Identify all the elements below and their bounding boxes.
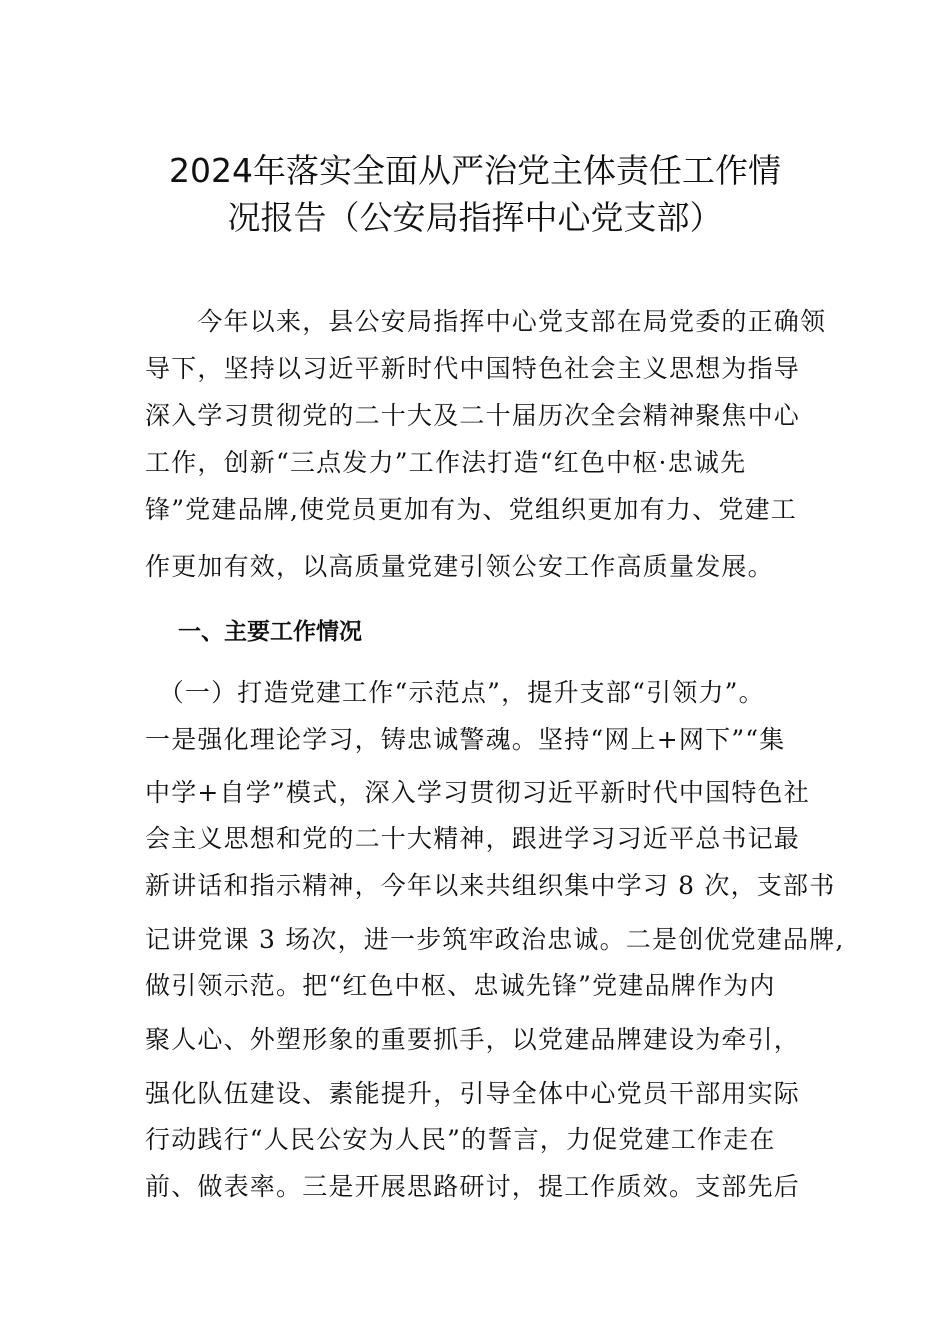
section-1-line-4: 会主义思想和党的二十大精神，跟进学习习近平总书记最	[145, 824, 801, 853]
section-1-line-5: 新讲话和指示精神，今年以来共组织集中学习 8 次，支部书	[145, 871, 836, 900]
section-1-line-8: 聚人心、外塑形象的重要抓手，以党建品牌建设为牵引，	[145, 1025, 801, 1054]
intro-line-6: 作更加有效，以高质量党建引领公安工作高质量发展。	[145, 552, 774, 581]
section-1-line-9: 强化队伍建设、素能提升，引导全体中心党员干部用实际	[145, 1079, 801, 1108]
section-1-line-6: 记讲党课 3 场次，进一步筑牢政治忠诚。二是创优党建品牌,	[145, 925, 845, 954]
document-title-line-2: 况报告（公安局指挥中心党支部）	[227, 198, 723, 237]
intro-line-2: 导下，坚持以习近平新时代中国特色社会主义思想为指导	[145, 354, 801, 383]
section-1-line-2: 一是强化理论学习，铸忠诚警魂。坚持“网上+网下”“集	[145, 725, 786, 754]
intro-line-3: 深入学习贯彻党的二十大及二十届历次全会精神聚焦中心	[145, 401, 801, 430]
section-1-line-3: 中学+自学”模式，深入学习贯彻习近平新时代中国特色社	[145, 778, 810, 807]
intro-line-1: 今年以来，县公安局指挥中心党支部在局党委的正确领	[145, 307, 827, 336]
intro-line-4: 工作，创新“三点发力”工作法打造“红色中枢·忠诚先	[145, 448, 747, 477]
section-1-line-11: 前、做表率。三是开展思路研讨，提工作质效。支部先后	[145, 1172, 801, 1201]
document-title-line-1: 2024年落实全面从严治党主体责任工作情	[169, 151, 781, 190]
section-1-line-1: （一）打造党建工作“示范点”，提升支部“引领力”。	[145, 678, 765, 707]
section-1-line-7: 做引领示范。把“红色中枢、忠诚先锋”党建品牌作为内	[145, 971, 776, 1000]
section-1-heading: 一、主要工作情况	[178, 619, 362, 645]
intro-line-5: 锋”党建品牌,使党员更加有为、党组织更加有力、党建工	[145, 495, 797, 524]
section-1-line-10: 行动践行“人民公安为人民”的誓言，力促党建工作走在	[145, 1125, 776, 1154]
